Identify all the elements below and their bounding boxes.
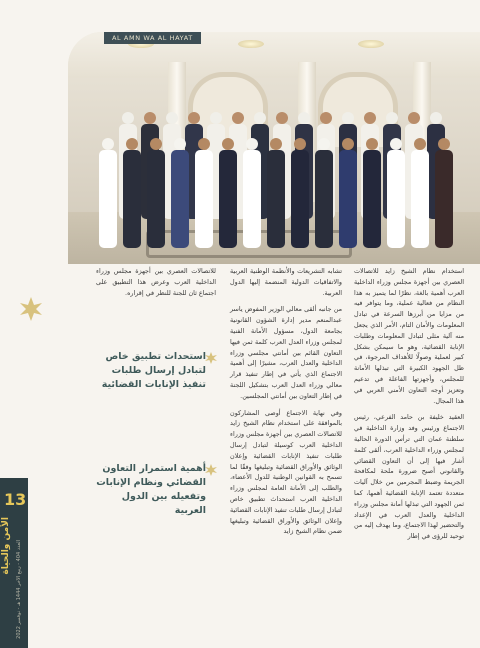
person-body: [291, 150, 309, 248]
person-head: [232, 112, 244, 124]
issue-line: العدد 404 - ربيع الآخر 1444 هـ - نوفمبر 2022: [16, 540, 22, 639]
subheading: أهمية استمرار التعاون القضائي ونظام الإنابات وتفعيله بين الدول العربية: [96, 463, 206, 516]
person-body: [387, 150, 405, 248]
paragraph: تشابه التشريعات والأنظمة الوطنية العربية والاتفاقيات الدولية المنضمة إليها الدول العربية.: [230, 267, 342, 297]
person-head: [342, 112, 354, 124]
person-body: [99, 150, 117, 248]
person-head: [318, 138, 330, 150]
person-body: [339, 150, 357, 248]
person-head: [198, 138, 210, 150]
bullet-star-icon: [204, 463, 218, 477]
person-head: [188, 112, 200, 124]
person-body: [123, 150, 141, 248]
person-head: [144, 112, 156, 124]
person-head: [102, 138, 114, 150]
person-head: [414, 138, 426, 150]
person-head: [366, 138, 378, 150]
person-head: [276, 112, 288, 124]
person-head: [390, 138, 402, 150]
person-head: [254, 112, 266, 124]
person-body: [219, 150, 237, 248]
person-body: [411, 150, 429, 248]
person-head: [246, 138, 258, 150]
magazine-header-tag: AL AMN WA AL HAYAT: [104, 32, 201, 44]
article-column-2: [230, 266, 342, 543]
person-body: [363, 150, 381, 248]
person-head: [364, 112, 376, 124]
paragraph: وفي نهاية الاجتماع أوصى المشاركون بالموافقة على استخدام نظام الشيخ زايد للاتصالات العصري بين أجهزة مجلس وزراء الداخلية العرب كوسيلة لتبادل إرسال طلبات تنفيذ الإنابات القضائية وإعلان الوثائق والأوراق القضائية وتبليغها وفقًا لما تسمح به القوانين الوطنية للدول الأعضاء، والطلب إلى الأمانة العامة لمجلس وزراء الداخلية العرب استحداث تطبيق خاص لتبادل إرسال طلبات تنفيذ الإنابات القضائية وإعلان الوثائق والأوراق القضائية وتبليغها ضمن نظام الشيخ زايد: [230, 408, 342, 536]
person-body: [435, 150, 453, 248]
group-photo: [68, 32, 480, 264]
person-body: [147, 150, 165, 248]
article-column-1: [354, 266, 464, 548]
bullet-star-icon: [204, 351, 218, 365]
subheading: استحداث تطبيق خاص لتبادل إرسال طلبات تنفيذ الإنابات القضائية: [101, 351, 206, 390]
person-head: [174, 138, 186, 150]
person-head: [430, 112, 442, 124]
paragraph: استخدام نظام الشيخ زايد للاتصالات العصري بين أجهزة مجلس وزراء الداخلية العرب أهمية بالغة، نظرًا لما يتميز به هذا النظام من فعالية عملية، وما يتوافر فيه من مزايا من أبرزها السرعة في تبادل المعلومات والأمان التام، الأمر الذي يجعل منه آلية مثلى لتبادل المعلومات وطلبات الإنابة القضائية، وهو ما سيمكن بشكل كبير لعملية وصولًا للأهداف المرجوة، في ظل الجهود الكبيرة التي تبذلها الأمانة للمجلس، وأجهزتها الفاعلة في تدعيم وتعزيز أوجه التعاون الأمني العربي في هذا المجال.: [354, 267, 464, 405]
person-head: [166, 112, 178, 124]
person-head: [408, 112, 420, 124]
person-head: [210, 112, 222, 124]
person-body: [315, 150, 333, 248]
person-head: [150, 138, 162, 150]
page-number: 13: [4, 490, 27, 509]
person-head: [122, 112, 134, 124]
person-head: [126, 138, 138, 150]
magazine-title: الأمن والحياة: [1, 517, 11, 575]
person-body: [267, 150, 285, 248]
person-head: [270, 138, 282, 150]
person-body: [171, 150, 189, 248]
person-head: [298, 112, 310, 124]
paragraph: العقيد خليفة بن حامد الفرعي، رئيس الاجتماع ورئيس وفد وزارة الداخلية في سلطنة عمان التي ترأس الدورة الحالية لمجلس وزراء الداخلية العرب، ألقى كلمة أشار فيها إلى أن التعاون القضائي والقانوني أصبح ضرورة ملحة لمكافحة الجريمة وضبط المجرمين من خلال آليات متعددة تعتمد الإنابة القضائية أهمها، كما ثمن الجهود التي تبذلها أمانة مجلس وزراء الداخلية والعدل العرب في الإعداد والتحضير لهذا الاجتماع، وما يهدف إليه من توحيد للرؤى في إطار: [354, 413, 464, 541]
participants-illustration: [68, 32, 480, 264]
person-head: [342, 138, 354, 150]
person-body: [195, 150, 213, 248]
person-head: [386, 112, 398, 124]
person-head: [320, 112, 332, 124]
person-head: [438, 138, 450, 150]
star-ornament-icon: [18, 296, 44, 322]
person-head: [294, 138, 306, 150]
paragraph: للاتصالات العصري بين أجهزة مجلس وزراء الداخلية العرب وعرض هذا التطبيق على اجتماع ثان للجنة للنظر في إقراره.: [96, 267, 216, 297]
article-column-3: [96, 266, 216, 304]
person-body: [243, 150, 261, 248]
paragraph: من جانبه ألقى معالي الوزير المفوض ياسر عبدالمنعم مدير إدارة الشؤون القانونية بجامعة الدول، مسؤول الأمانة الفنية لمجلس وزراء العدل العرب كلمة ثمن فيها التعاون القائم بين أمانتي مجلسي وزراء الداخلية والعدل العرب، مشيرًا إلى أهمية الاجتماع الذي يأتي في إطار تنفيذ قرار معالي وزراء العدل العرب بتشكيل اللجنة في إطار التعاون بين أمانتي المجلسين.: [230, 305, 342, 400]
person-head: [222, 138, 234, 150]
